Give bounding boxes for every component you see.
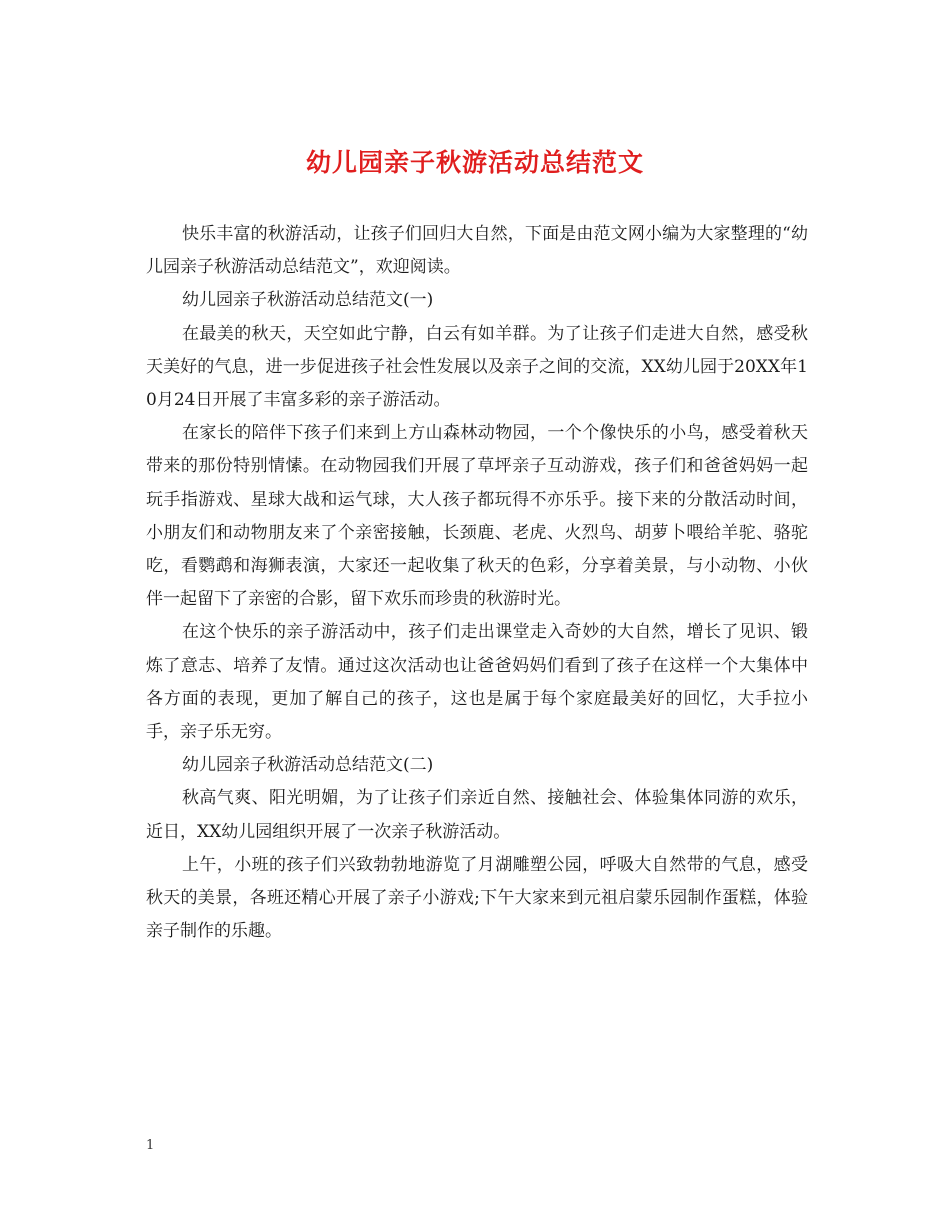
body-paragraph: 上午，小班的孩子们兴致勃勃地游览了月湖雕塑公园，呼吸大自然带的气息，感受秋天的美景，各班还精心开展了亲子小游戏;下午大家来到元祖启蒙乐园制作蛋糕，体验亲子制作的乐趣。 [146,854,808,942]
section-heading-2: 幼儿园亲子秋游活动总结范文(二) [182,755,434,776]
intro-paragraph: 快乐丰富的秋游活动，让孩子们回归大自然，下面是由范文网小编为大家整理的“幼儿园亲子秋游活动总结范文”，欢迎阅读。 [146,224,808,278]
body-paragraph: 在最美的秋天，天空如此宁静，白云有如羊群。为了让孩子们走进大自然，感受秋天美好的气息，进一步促进孩子社会性发展以及亲子之间的交流，XX幼儿园于20XX年10月24日开展了丰富多彩的亲子游活动。 [146,323,808,411]
document-title: 幼儿园亲子秋游活动总结范文 [305,148,644,177]
body-paragraph: 在这个快乐的亲子游活动中，孩子们走出课堂走入奇妙的大自然，增长了见识、锻炼了意志、培养了友情。通过这次活动也让爸爸妈妈们看到了孩子在这样一个大集体中各方面的表现，更加了解自己的孩子，这也是属于每个家庭最美好的回忆，大手拉小手，亲子乐无穷。 [146,622,808,743]
section-heading-1: 幼儿园亲子秋游活动总结范文(一) [182,290,434,311]
body-paragraph: 在家长的陪伴下孩子们来到上方山森林动物园，一个个像快乐的小鸟，感受着秋天带来的那份特别情愫。在动物园我们开展了草坪亲子互动游戏，孩子们和爸爸妈妈一起玩手指游戏、星球大战和运气球，大人孩子都玩得不亦乐乎。接下来的分散活动时间，小朋友们和动物朋友来了个亲密接触，长颈鹿、老虎、火烈鸟、胡萝卜喂给羊驼、骆驼吃，看鹦鹉和海狮表演，大家还一起收集了秋天的色彩，分享着美景，与小动物、小伙伴一起留下了亲密的合影，留下欢乐而珍贵的秋游时光。 [146,423,808,610]
body-paragraph: 秋高气爽、阳光明媚，为了让孩子们亲近自然、接触社会、体验集体同游的欢乐，近日，XX幼儿园组织开展了一次亲子秋游活动。 [146,788,808,842]
page-number: 1 [146,1138,155,1153]
document-body [146,218,808,948]
